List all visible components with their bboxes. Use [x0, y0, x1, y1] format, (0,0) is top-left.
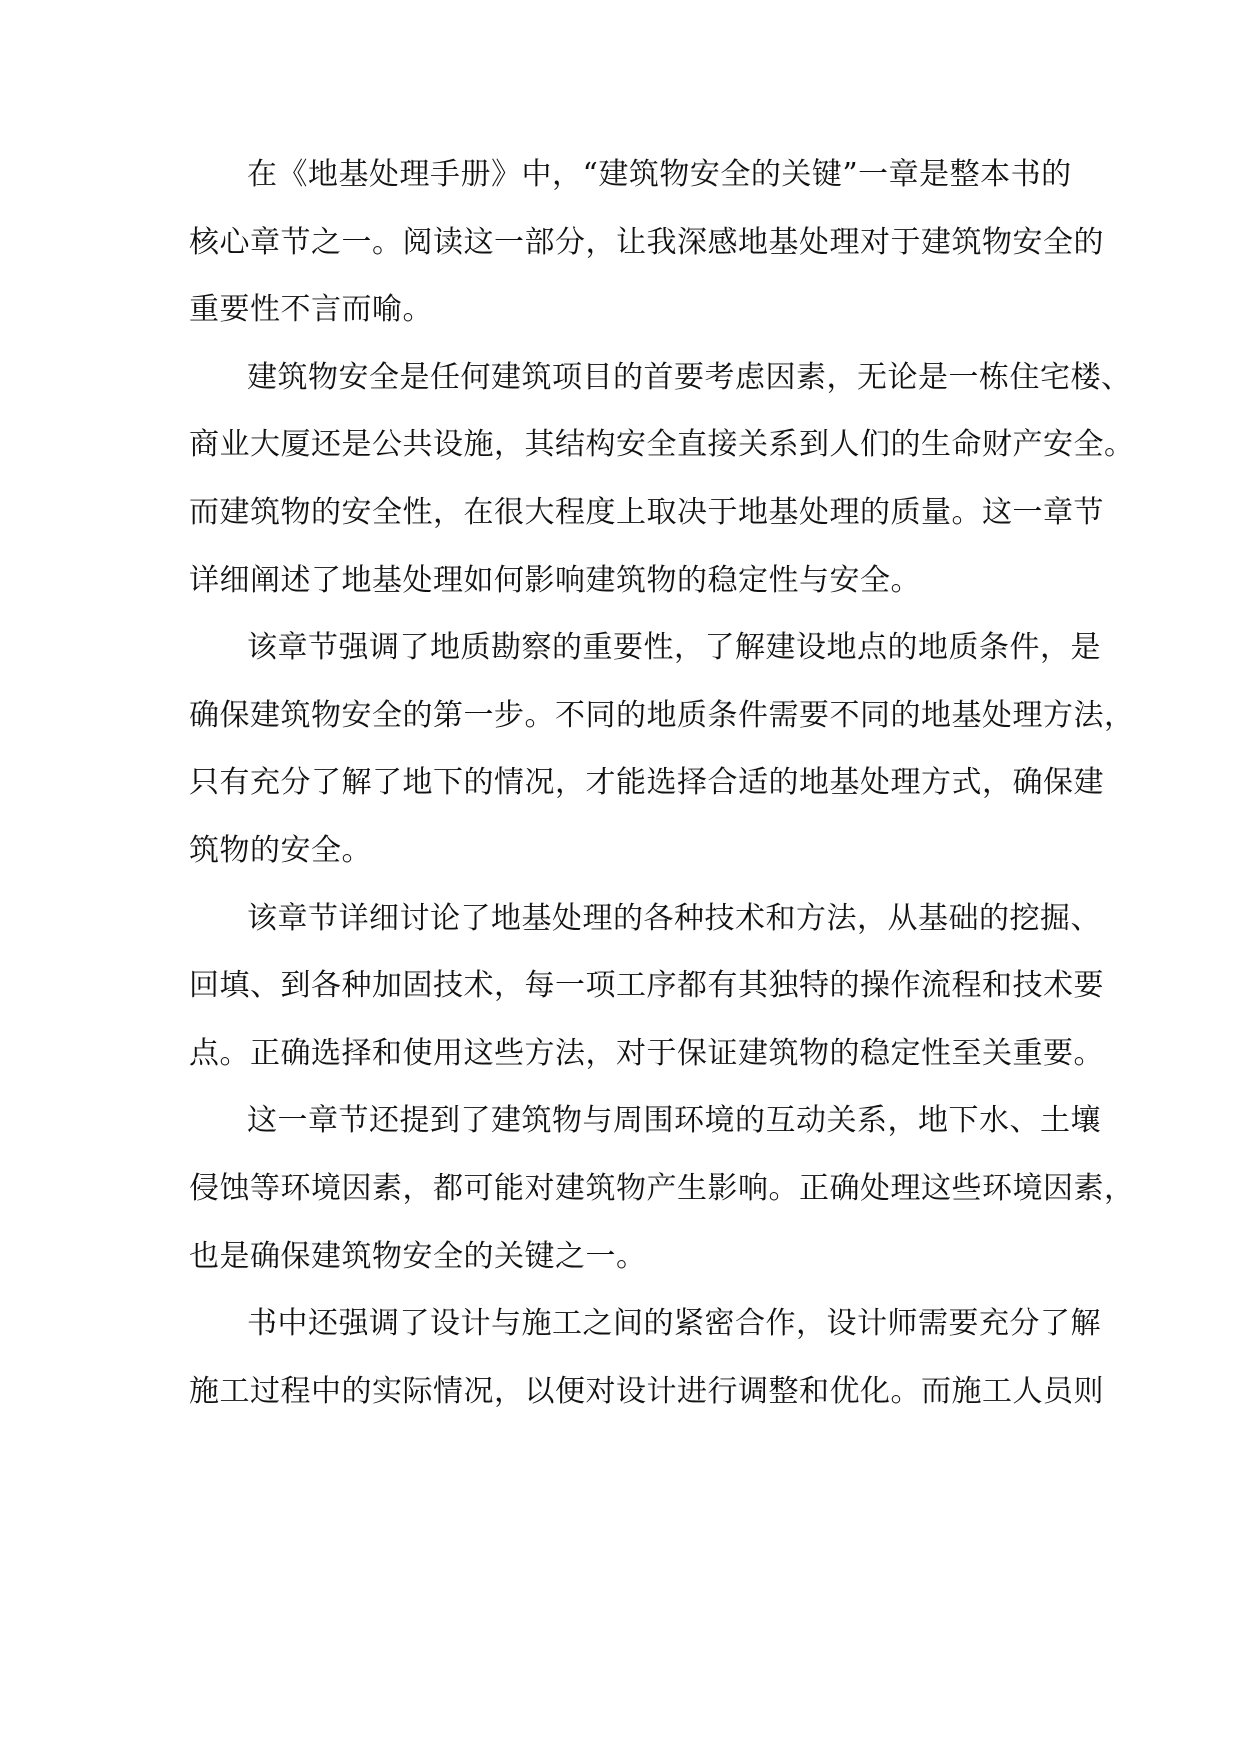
- paragraph-3: [189, 614, 1135, 884]
- text-line: 确保建筑物安全的第一步。不同的地质条件需要不同的地基处理方法，: [189, 697, 1135, 733]
- text-line: 回填、到各种加固技术，每一项工序都有其独特的操作流程和技术要: [189, 968, 1104, 1004]
- text-line: 点。正确选择和使用这些方法，对于保证建筑物的稳定性至关重要。: [189, 1035, 1104, 1071]
- paragraph-6: [189, 1290, 1104, 1425]
- text-line: 只有充分了解了地下的情况，才能选择合适的地基处理方式，确保建: [189, 765, 1104, 801]
- text-line: 筑物的安全。: [189, 832, 372, 868]
- text-line: 详细阐述了地基处理如何影响建筑物的稳定性与安全。: [189, 562, 921, 598]
- text-line: 在《地基处理手册》中，“建筑物安全的关键”一章是整本书的: [247, 157, 1072, 192]
- text-line: 商业大厦还是公共设施，其结构安全直接关系到人们的生命财产安全。: [189, 427, 1135, 463]
- paragraph-5: [189, 1087, 1135, 1290]
- text-line: 重要性不言而喻。: [189, 292, 433, 328]
- text-line: 而建筑物的安全性，在很大程度上取决于地基处理的质量。这一章节: [189, 494, 1104, 530]
- paragraph-4: [189, 885, 1104, 1088]
- paragraph-1: [189, 141, 1104, 344]
- document-body: [189, 141, 1135, 1425]
- text-line: 侵蚀等环境因素，都可能对建筑物产生影响。正确处理这些环境因素，: [189, 1170, 1135, 1206]
- text-line: 这一章节还提到了建筑物与周围环境的互动关系，地下水、土壤: [247, 1103, 1101, 1139]
- paragraph-2: [189, 344, 1135, 614]
- text-line: 核心章节之一。阅读这一部分，让我深感地基处理对于建筑物安全的: [189, 224, 1104, 260]
- text-line: 该章节强调了地质勘察的重要性，了解建设地点的地质条件，是: [247, 630, 1101, 666]
- text-line: 书中还强调了设计与施工之间的紧密合作，设计师需要充分了解: [247, 1306, 1101, 1342]
- text-line: 也是确保建筑物安全的关键之一。: [189, 1238, 647, 1274]
- text-line: 建筑物安全是任何建筑项目的首要考虑因素，无论是一栋住宅楼、: [247, 359, 1132, 395]
- text-line: 该章节详细讨论了地基处理的各种技术和方法，从基础的挖掘、: [247, 900, 1101, 936]
- text-line: 施工过程中的实际情况，以便对设计进行调整和优化。而施工人员则: [189, 1373, 1104, 1409]
